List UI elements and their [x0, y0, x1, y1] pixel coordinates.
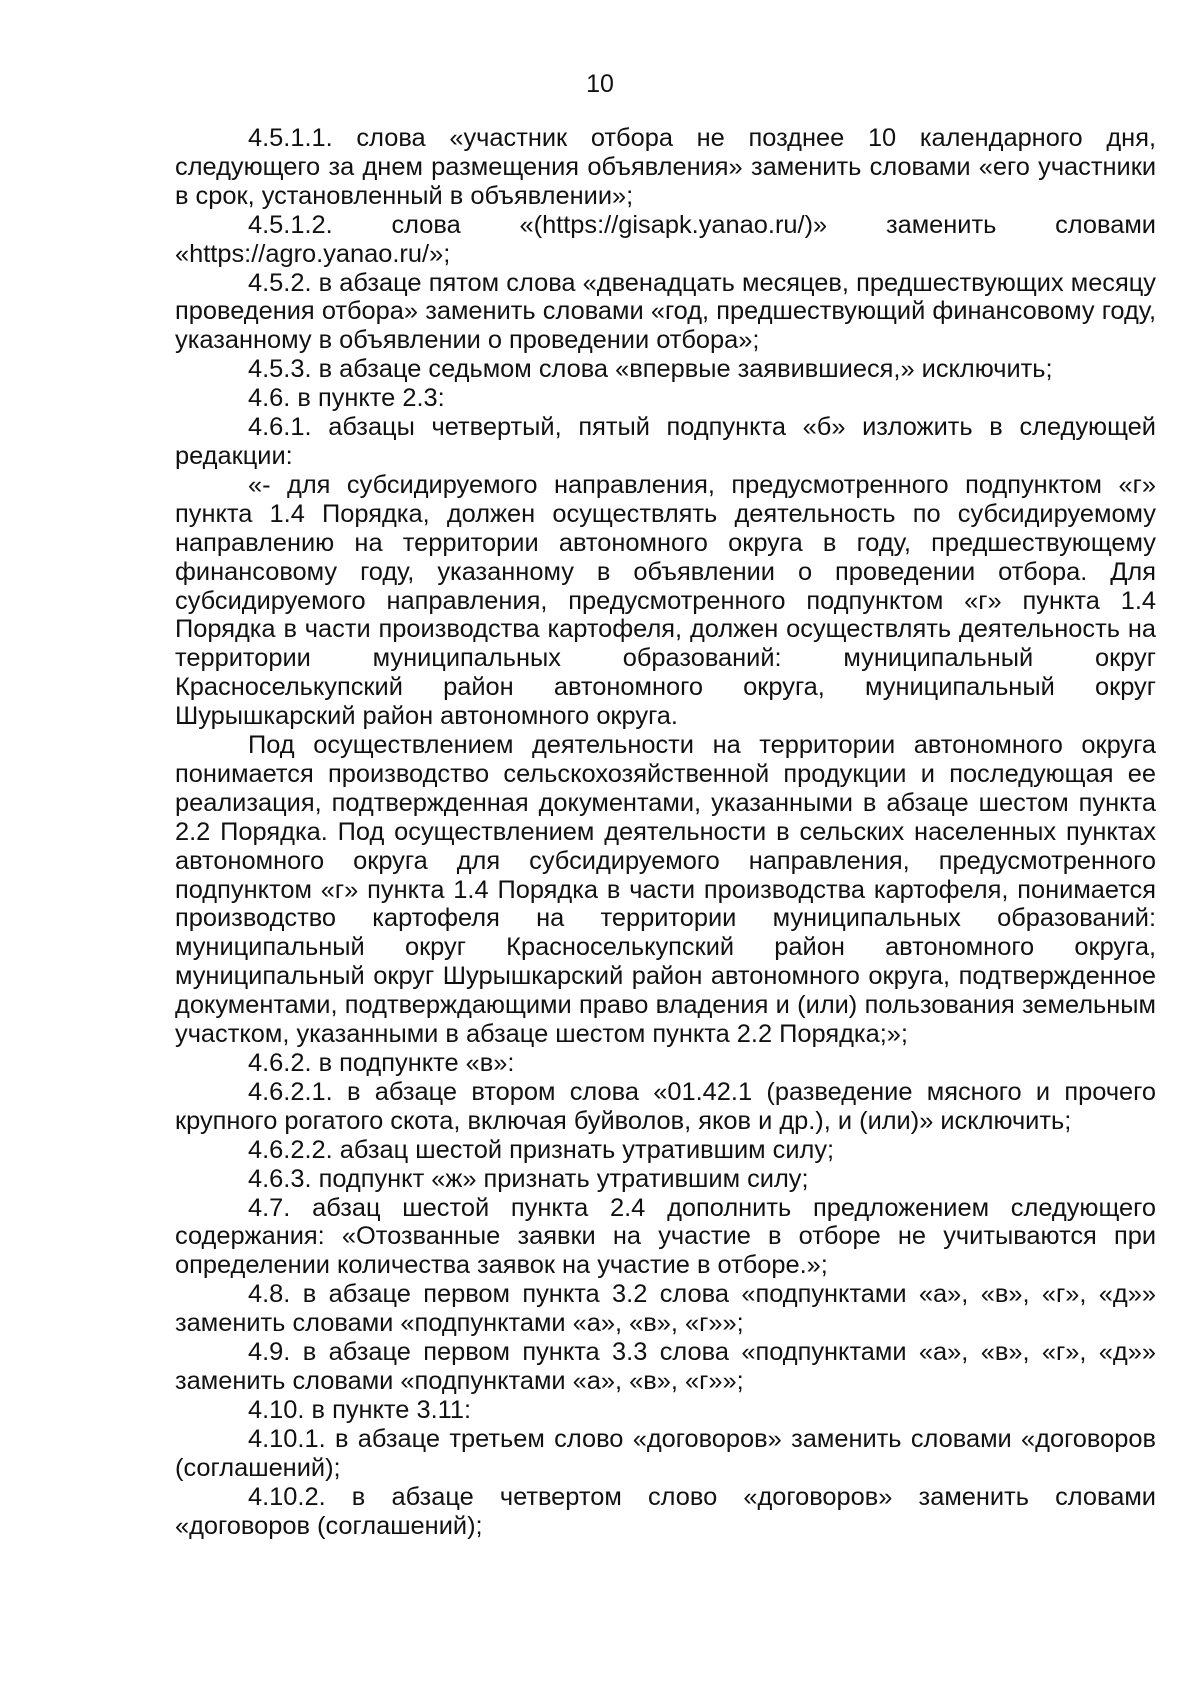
paragraph: 4.6.2.2. абзац шестой признать утратившим силу; — [248, 1135, 835, 1164]
paragraph: 4.6.3. подпункт «ж» признать утратившим силу; — [248, 1164, 809, 1193]
paragraph: 4.5.3. в абзаце седьмом слова «впервые заявившиеся,» исключить; — [248, 355, 1053, 384]
paragraph: 4.8. в абзаце первом пункта 3.2 слова «подпунктами «а», «в», «г», «д»» заменить словами «подпунктами «а», «в», «г»»; — [175, 1280, 1156, 1338]
paragraph: «- для субсидируемого направления, предусмотренного подпунктом «г» пункта 1.4 Порядка, должен осуществлять деятельность по субсидируемому направлению на территории автономного округа в году, предшествующему финансовому году, указанному в объявлении о проведении отбора. Для субсидируемого направления, предусмотренного подпунктом «г» пункта 1.4 Порядка в части производства картофеля, должен осуществлять деятельность на территории муниципальных образований: муниципальный округ Красноселькупский район автономного округа, муниципальный округ Шурышкарский район автономного округа. — [175, 470, 1156, 731]
paragraph: 4.6.1. абзацы четвертый, пятый подпункта «б» изложить в следующей редакции: — [175, 413, 1156, 470]
paragraph: 4.6.2. в подпункте «в»: — [248, 1049, 515, 1077]
document-body — [175, 124, 1156, 1540]
paragraph: 4.10.1. в абзаце третьем слово «договоров» заменить словами «договоров (соглашений); — [175, 1424, 1156, 1482]
paragraph: 4.9. в абзаце первом пункта 3.3 слова «подпунктами «а», «в», «г», «д»» заменить словами «подпунктами «а», «в», «г»»; — [175, 1338, 1156, 1395]
paragraph: Под осуществлением деятельности на территории автономного округа понимается производство сельскохозяйственной продукции и последующая ее реализация, подтвержденная документами, указанными в абзаце шестом пункта 2.2 Порядка. Под осуществлением деятельности в сельских населенных пунктах автономного округа для субсидируемого направления, предусмотренного подпунктом «г» пункта 1.4 Порядка в части производства картофеля, понимается производство картофеля на территории муниципальных образований: муниципальный округ Красноселькупский район автономного округа, муниципальный округ Шурышкарский район автономного округа, подтвержденное документами, подтверждающими право владения и (или) пользования земельным участком, указанными в абзаце шестом пункта 2.2 Порядка;»; — [175, 731, 1156, 1049]
paragraph: 4.10. в пункте 3.11: — [248, 1395, 472, 1424]
paragraph: 4.7. абзац шестой пункта 2.4 дополнить предложением следующего содержания: «Отозванные заявки на участие в отборе не учитываются при определении количества заявок на участие в отборе.»; — [175, 1193, 1156, 1280]
paragraph: 4.6. в пункте 2.3: — [248, 384, 445, 413]
paragraph: 4.10.2. в абзаце четвертом слово «договоров» заменить словами «договоров (соглашений); — [175, 1482, 1156, 1540]
paragraph: 4.6.2.1. в абзаце втором слова «01.42.1 (разведение мясного и прочего крупного рогатого скота, включая буйволов, яков и др.), и (или)» исключить; — [175, 1077, 1156, 1135]
paragraph: 4.5.1.1. слова «участник отбора не позднее 10 календарного дня, следующего за днем размещения объявления» заменить словами «его участники в срок, установленный в объявлении»; — [175, 124, 1156, 210]
paragraph: 4.5.1.2. слова «(https://gisapk.yanao.ru/)» заменить словами «https://agro.yanao.ru/»; — [175, 210, 1156, 268]
page-number: 10 — [586, 70, 614, 98]
paragraph: 4.5.2. в абзаце пятом слова «двенадцать месяцев, предшествующих месяцу проведения отбора» заменить словами «год, предшествующий финансовому году, указанному в объявлении о проведении отбора»; — [175, 268, 1156, 355]
